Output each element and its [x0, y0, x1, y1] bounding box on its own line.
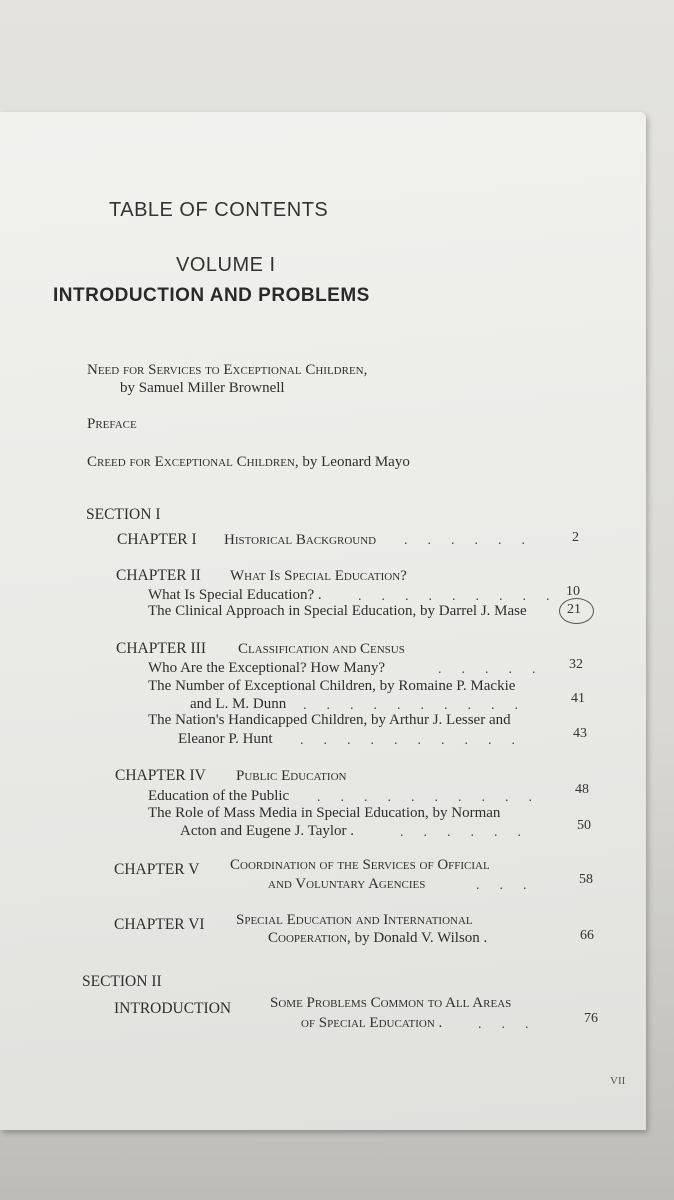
- introduction-page: 76: [584, 1011, 598, 1026]
- leader-dots: .........: [358, 589, 570, 604]
- page-folio: VII: [610, 1075, 626, 1087]
- leader-dots: ..........: [300, 733, 535, 748]
- chapter-5-title-line-1: Coordination of the Services of Official: [230, 857, 490, 873]
- creed-entry: Creed for Exceptional Children,: [87, 454, 299, 470]
- chapter-3-entry-1-page: 32: [569, 657, 583, 672]
- need-for-services-author: by Samuel Miller Brownell: [120, 380, 285, 396]
- chapter-4-entry-1: Education of the Public: [148, 788, 290, 804]
- chapter-3-entry-3-cont: Eleanor P. Hunt: [178, 731, 273, 747]
- chapter-4-number: CHAPTER IV: [115, 767, 206, 784]
- volume-title: INTRODUCTION AND PROBLEMS: [53, 285, 370, 306]
- chapter-2-number: CHAPTER II: [116, 567, 201, 584]
- chapter-2-title: What Is Special Education?: [230, 568, 407, 584]
- chapter-6-title-line-2: Cooperation,: [268, 930, 351, 946]
- chapter-2-entry-2-page: 21: [567, 602, 581, 617]
- chapter-1-page: 2: [572, 530, 579, 545]
- chapter-5-page: 58: [579, 872, 593, 887]
- chapter-1-title: Historical Background: [224, 532, 377, 548]
- chapter-2-entry-2: The Clinical Approach in Special Education, by Darrel J. Mase: [148, 603, 527, 619]
- leader-dots: ......: [400, 825, 541, 840]
- introduction-title-line-2: of Special Education .: [301, 1015, 443, 1031]
- section-1-heading: SECTION I: [86, 506, 161, 523]
- chapter-5-title-line-2: and Voluntary Agencies: [268, 876, 426, 892]
- chapter-5-number: CHAPTER V: [114, 861, 200, 878]
- chapter-3-entry-2-cont: and L. M. Dunn: [190, 696, 287, 712]
- chapter-3-entry-1: Who Are the Exceptional? How Many?: [148, 660, 386, 676]
- need-for-services-entry: Need for Services to Exceptional Children,: [87, 362, 368, 378]
- chapter-6-author: by Donald V. Wilson .: [354, 930, 488, 946]
- section-2-heading: SECTION II: [82, 973, 162, 990]
- chapter-4-entry-2-page: 50: [577, 818, 591, 833]
- chapter-1-number: CHAPTER I: [117, 531, 197, 548]
- chapter-3-number: CHAPTER III: [116, 640, 206, 657]
- chapter-3-entry-3: The Nation's Handicapped Children, by Arthur J. Lesser and: [148, 712, 511, 728]
- chapter-4-entry-2-cont: Acton and Eugene J. Taylor .: [180, 823, 355, 839]
- leader-dots: ......: [404, 533, 545, 548]
- chapter-3-entry-2: The Number of Exceptional Children, by Romaine P. Mackie: [148, 678, 516, 694]
- chapter-2-entry-1: What Is Special Education? .: [148, 587, 322, 603]
- leader-dots: ...: [476, 878, 547, 893]
- leader-dots: ...: [478, 1017, 549, 1032]
- preface-entry: Preface: [87, 416, 137, 432]
- leader-dots: ..........: [303, 698, 538, 713]
- chapter-4-entry-1-page: 48: [575, 782, 589, 797]
- chapter-6-page: 66: [580, 928, 594, 943]
- chapter-3-entry-3-page: 43: [573, 726, 587, 741]
- chapter-3-title: Classification and Census: [238, 641, 405, 657]
- introduction-title-line-1: Some Problems Common to All Areas: [270, 995, 512, 1011]
- chapter-3-entry-2-page: 41: [571, 691, 585, 706]
- leader-dots: .....: [438, 662, 556, 677]
- toc-title: TABLE OF CONTENTS: [109, 199, 329, 221]
- chapter-6-title-line-1: Special Education and International: [236, 912, 473, 928]
- introduction-label: INTRODUCTION: [114, 1000, 232, 1017]
- chapter-4-title: Public Education: [236, 768, 347, 784]
- chapter-6-number: CHAPTER VI: [114, 916, 205, 933]
- volume-heading: VOLUME I: [176, 254, 276, 276]
- chapter-2-entry-1-page: 10: [566, 584, 580, 599]
- leader-dots: ..........: [317, 790, 552, 805]
- creed-author: by Leonard Mayo: [302, 454, 410, 470]
- chapter-4-entry-2: The Role of Mass Media in Special Education, by Norman: [148, 805, 501, 821]
